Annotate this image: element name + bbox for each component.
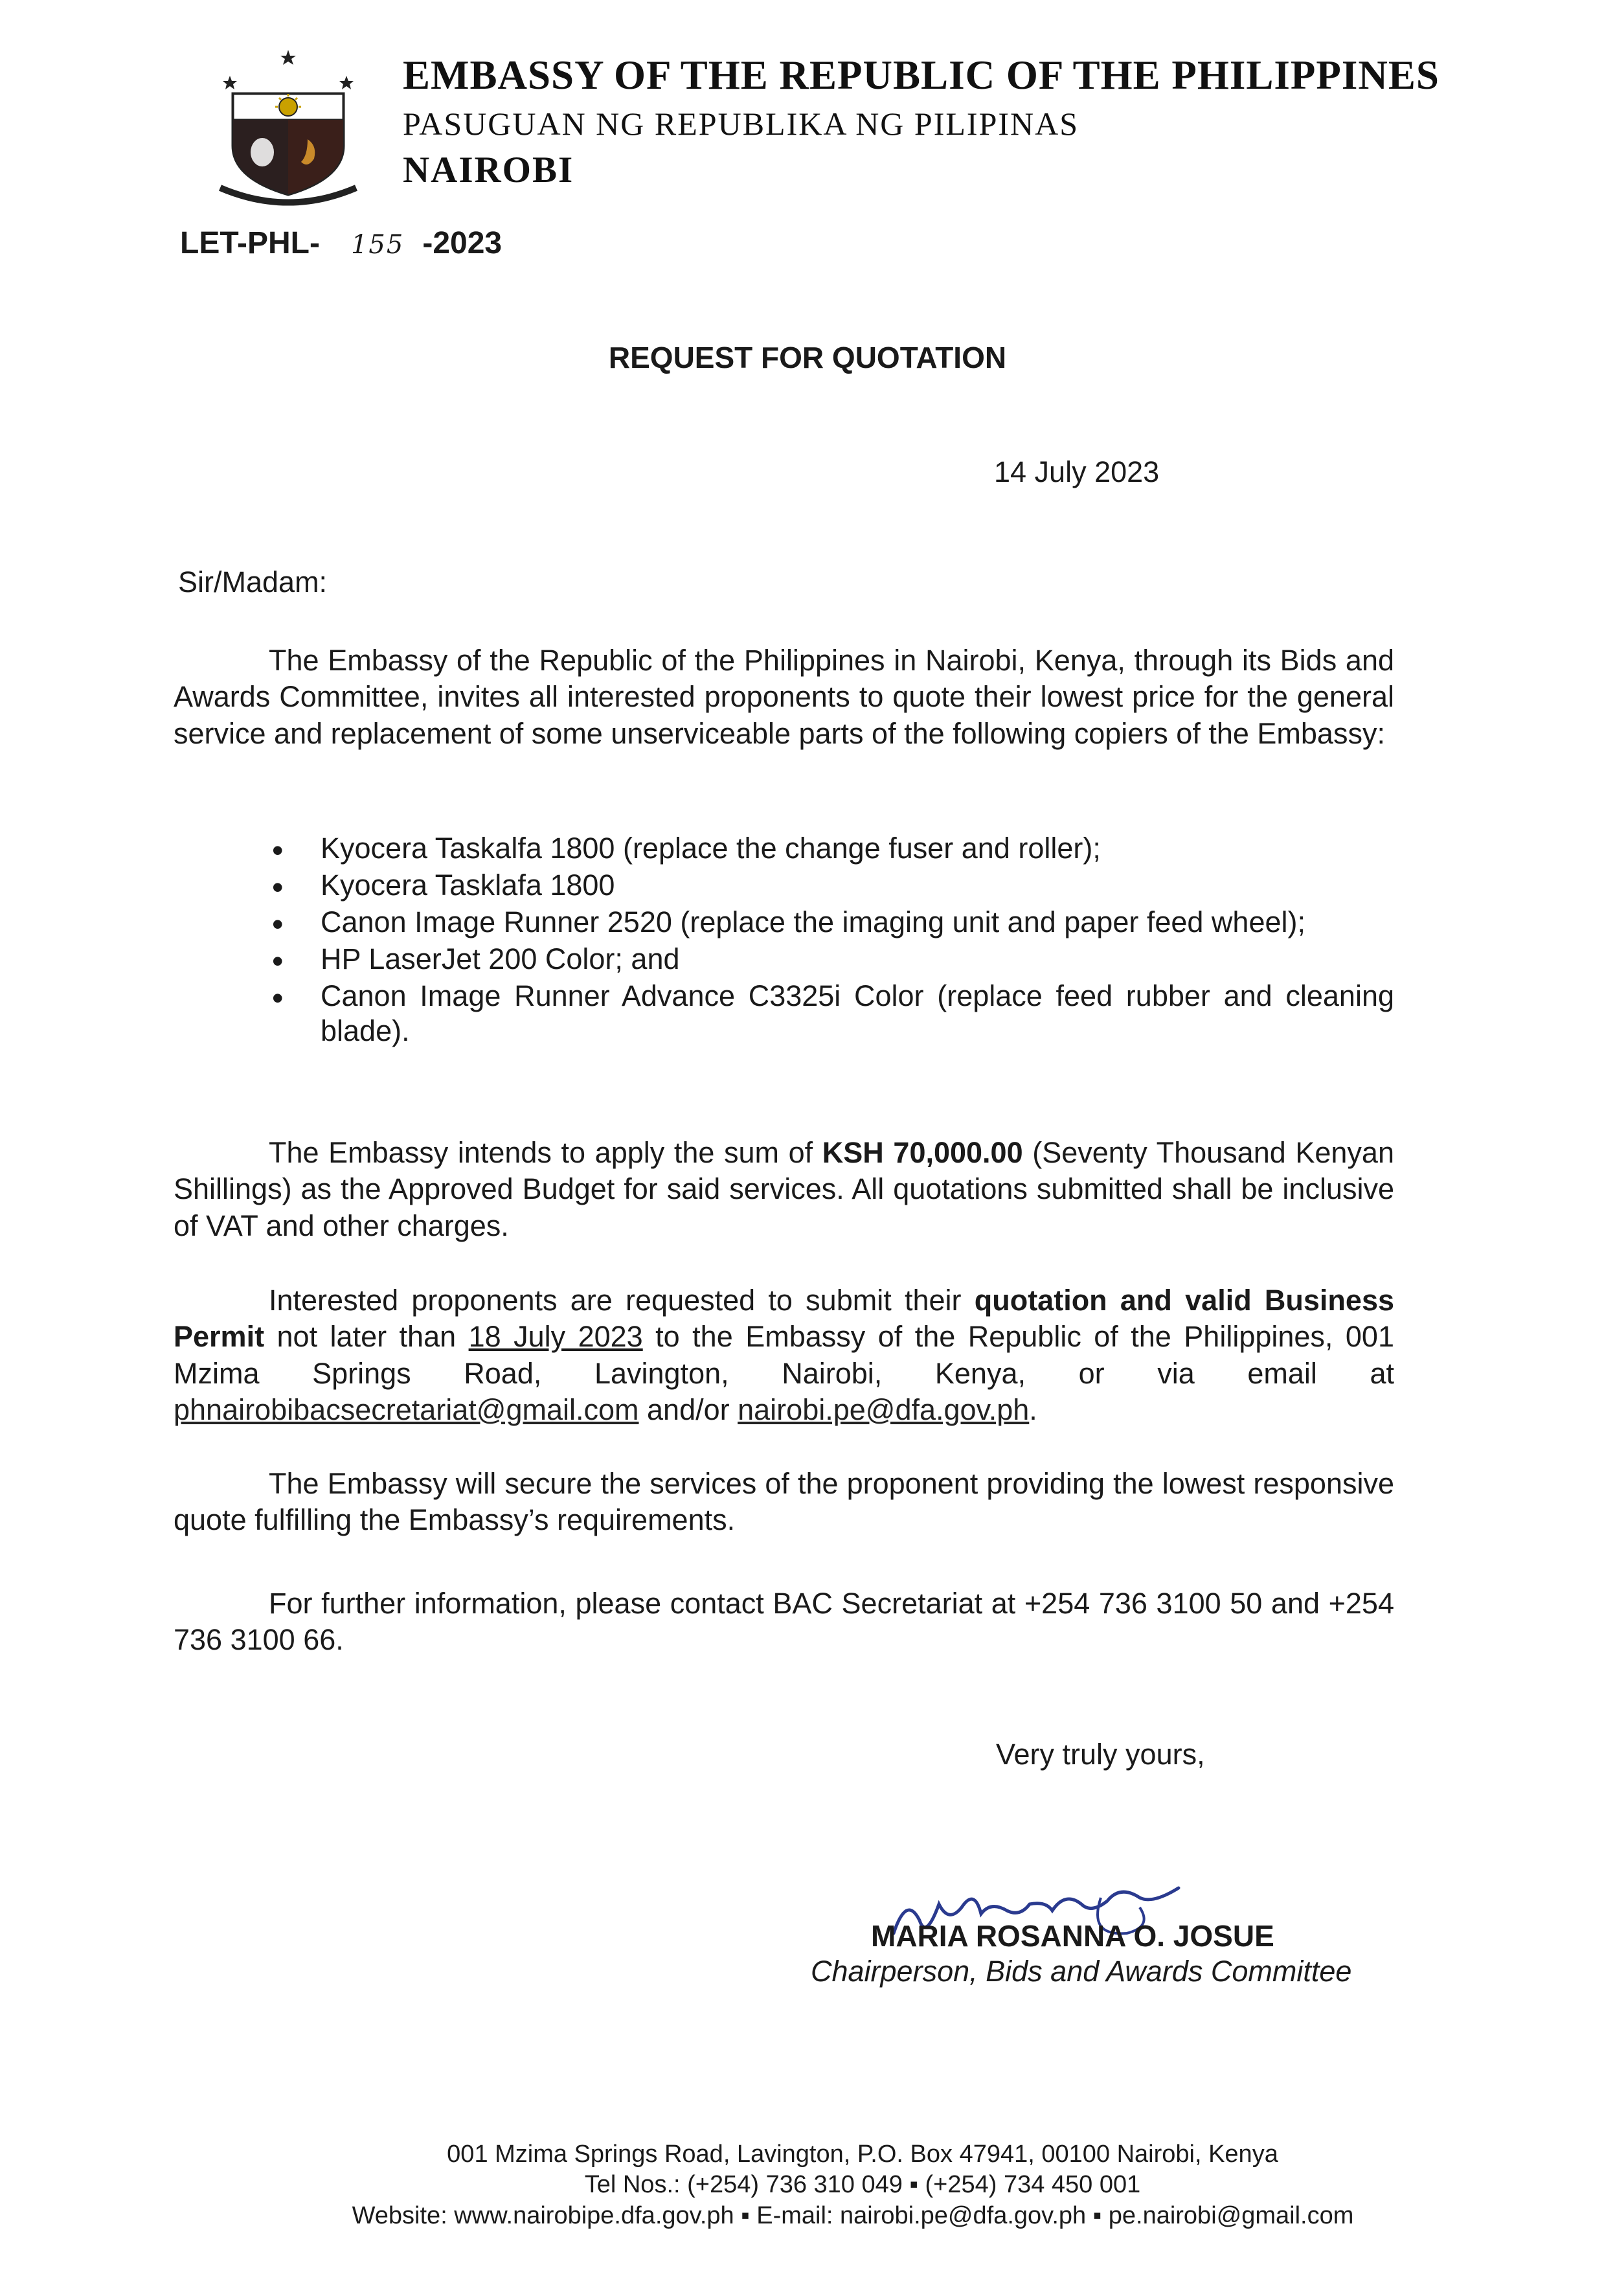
signatory-title: Chairperson, Bids and Awards Committee [811, 1955, 1352, 1988]
copier-list [272, 831, 1394, 1051]
submission-paragraph [174, 1282, 1394, 1428]
email-link-embassy[interactable]: nairobi.pe@dfa.gov.ph [738, 1392, 1030, 1426]
submission-text: Interested proponents are requested to submit their [269, 1284, 975, 1317]
footer-web-email: Website: www.nairobipe.dfa.gov.ph ▪ E-mail: nairobi.pe@dfa.gov.ph ▪ pe.nairobi@gmail.com [352, 2202, 1354, 2229]
list-item: • Canon Image Runner 2520 (replace the imaging unit and paper feed wheel); [272, 905, 1394, 940]
intro-paragraph: The Embassy of the Republic of the Philippines in Nairobi, Kenya, through its Bids and Awards Committee, invites all interested proponents to quote their lowest price for the general service and replacement of some unserviceable parts of the following copiers of the Embassy: [174, 644, 1394, 750]
submission-address: to the Embassy of the Republic of the Philippines, 001 Mzima Springs Road, Lavington, Nairobi, Kenya, or via email at [174, 1320, 1394, 1390]
embassy-name-filipino: PASUGUAN NG REPUBLIKA NG PILIPINAS [403, 106, 1079, 142]
deadline-date: 18 July 2023 [468, 1320, 643, 1354]
closing: Very truly yours, [996, 1738, 1205, 1771]
budget-amount: KSH 70,000.00 [822, 1136, 1023, 1169]
list-item: • Kyocera Taskalfa 1800 (replace the change fuser and roller); [272, 831, 1394, 867]
list-item: • Canon Image Runner Advance C3325i Color (replace feed rubber and cleaning blade). [272, 979, 1394, 1050]
reference-prefix: LET-PHL- [180, 226, 320, 260]
submission-text-mid: not later than [264, 1320, 469, 1354]
reference-year: -2023 [422, 226, 503, 260]
budget-text: The Embassy intends to apply the sum of [269, 1136, 822, 1169]
letter-date: 14 July 2023 [994, 455, 1160, 488]
reference-handwritten-number: 155 [350, 230, 405, 260]
budget-paragraph [174, 1135, 1394, 1244]
email-link-bac[interactable]: phnairobibacsecretariat@gmail.com [174, 1392, 639, 1426]
list-item: • Kyocera Tasklafa 1800 [272, 868, 1394, 904]
contact-paragraph: For further information, please contact BAC Secretariat at +254 736 3100 50 and +254 736 3100 66. [174, 1587, 1394, 1657]
embassy-city: NAIROBI [403, 150, 574, 190]
required-documents: quotation and valid Business Permit [174, 1284, 1395, 1354]
email-join: and/or [638, 1392, 738, 1426]
budget-text-rest: (Seventy Thousand Kenyan Shillings) as the Approved Budget for said services. All quotations submitted shall be inclusive of VAT and other charges. [174, 1136, 1394, 1242]
award-paragraph: The Embassy will secure the services of the proponent providing the lowest responsive quote fulfilling the Embassy’s requirements. [174, 1467, 1394, 1537]
footer-address: 001 Mzima Springs Road, Lavington, P.O. Box 47941, 00100 Nairobi, Kenya [447, 2141, 1278, 2168]
embassy-name-english: EMBASSY OF THE REPUBLIC OF THE PHILIPPINES [403, 52, 1440, 98]
list-item: • HP LaserJet 200 Color; and [272, 942, 1394, 977]
signatory-name: MARIA ROSANNA O. JOSUE [871, 1919, 1274, 1953]
philippine-seal-icon [214, 49, 363, 210]
salutation: Sir/Madam: [178, 565, 328, 598]
footer-telephone: Tel Nos.: (+254) 736 310 049 ▪ (+254) 734 450 001 [584, 2171, 1141, 2198]
submission-end: . [1029, 1392, 1037, 1426]
reference-number [180, 225, 502, 261]
document-title: REQUEST FOR QUOTATION [608, 341, 1007, 374]
